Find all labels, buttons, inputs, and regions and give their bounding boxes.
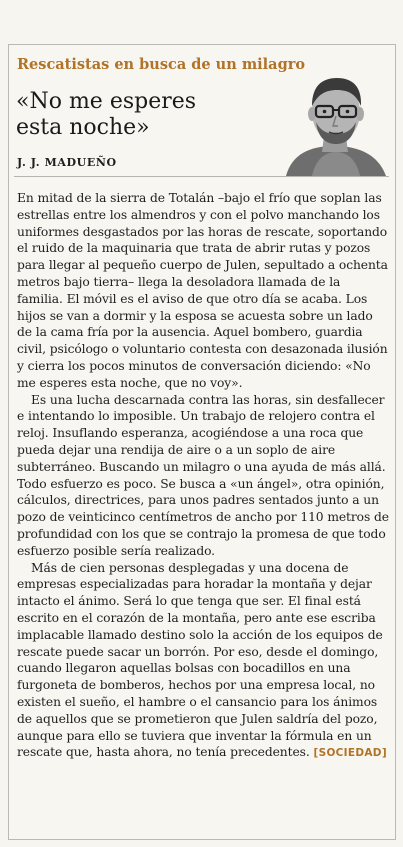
headline-line-2: esta noche» bbox=[16, 115, 150, 140]
article-body bbox=[17, 190, 389, 762]
article-headline bbox=[16, 89, 256, 141]
article-paragraph-3 bbox=[17, 560, 389, 763]
article-paragraph-1: En mitad de la sierra de Totalán –bajo el frío que soplan las estrellas entre los almendros y con el polvo manchando los uniformes desgastados por las horas de rescate, soportando el ruido de la maquinaria que trata de abrir rutas y pozos para llegar al pequeño cuerpo de Julen, sepultado a ochenta metros bajo tierra– llega la desoladora llamada de la familia. El móvil es el aviso de que otro día se acaba. Los hijos se van a dormir y la esposa se acuesta sobre un lado de la cama fría por la ausencia. Aquel bombero, guardia civil, psicólogo o voluntario contesta con desazonada ilusión y cierra los pocos minutos de conversación diciendo: «No me esperes esta noche, que no voy». bbox=[17, 191, 388, 390]
author-byline: J. J. MADUEÑO bbox=[17, 156, 117, 169]
section-tag[interactable]: [SOCIEDAD] bbox=[313, 747, 387, 760]
header-divider bbox=[14, 176, 389, 177]
article-paragraph-2: Es una lucha descarnada contra las horas, sin desfallecer e intentando lo imposible. Un trabajo de relojero contra el reloj. Insuflando esperanza, acogiéndose a una roca que pueda dejar una rendija de aire o a un soplo de aire subterráneo. Buscando un milagro o una ayuda de más allá. Todo esfuerzo es poco. Se busca a «un ángel», otra opinión, cálculos, directrices, para unos padres sentados junto a un pozo de veinticinco centímetros de ancho por 110 metros de profundidad con los que se contrajo la promesa de que todo esfuerzo posible sería realizado. bbox=[17, 392, 389, 558]
headline-line-1: «No me esperes bbox=[16, 89, 197, 114]
article-kicker: Rescatistas en busca de un milagro bbox=[17, 56, 306, 73]
article-paragraph-3-text: Más de cien personas desplegadas y una docena de empresas especializadas para horadar la montaña y dejar intacto el ánimo. Será lo que tenga que ser. El final está escrito en el corazón de la montaña, pero ante ese escriba implacable llamado destino solo la acción de los equipos de rescate puede sacar un borrón. Por eso, desde el domingo, cuando llegaron aquellas bolsas con bocadillos en una furgoneta de bomberos, hechos por una empresa local, no existen el sueño, el hambre o el cansancio para los ánimos de aquellos que se prometieron que Julen saldría del pozo, aunque para ello se tuviera que inventar la fórmula en un rescate que, hasta ahora, no tenía precedentes. bbox=[17, 560, 383, 760]
author-portrait bbox=[282, 66, 390, 176]
